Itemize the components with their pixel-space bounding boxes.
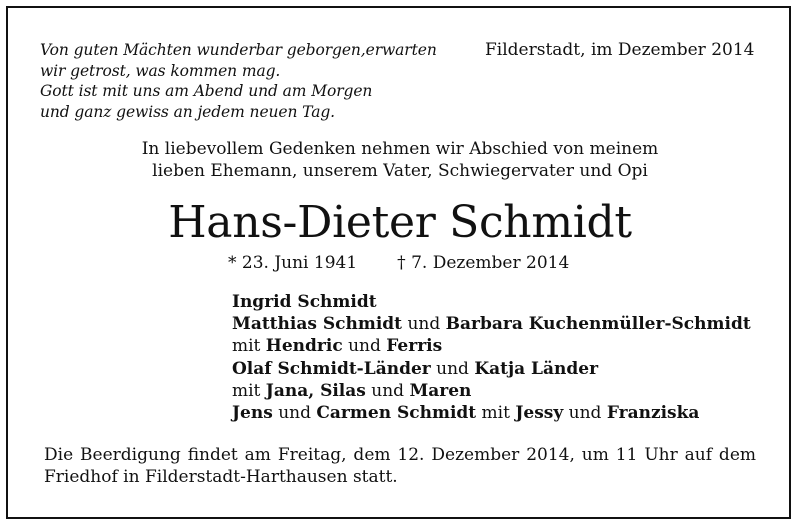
connector-text: und: [342, 336, 387, 357]
connector-text: und: [365, 380, 410, 401]
mourner-name: Matthias Schmidt: [232, 314, 403, 335]
mourner-name: Jana, Silas: [265, 380, 366, 401]
mourner-line: [232, 402, 751, 424]
connector-text: mit: [232, 336, 266, 357]
intro-text: [0, 138, 800, 182]
mourner-line: [232, 313, 751, 335]
quote-line: Gott ist mit uns am Abend und am Morgen: [40, 82, 373, 100]
connector-text: und: [563, 403, 607, 424]
connector-text: und: [430, 358, 475, 379]
mourner-name: Olaf Schmidt-Länder: [232, 358, 431, 379]
death-date: † 7. Dezember 2014: [397, 253, 570, 273]
connector-text: und: [272, 403, 317, 424]
connector-text: und: [402, 314, 446, 335]
intro-line: In liebevollem Gedenken nehmen wir Abschied von meinem: [141, 139, 659, 159]
mourner-line: [232, 291, 751, 313]
mourner-name: Ingrid Schmidt: [232, 292, 377, 312]
funeral-notice: [44, 444, 756, 488]
funeral-line: Friedhof in Filderstadt-Harthausen statt.: [44, 467, 398, 487]
mourner-name: Barbara Kuchenmüller-Schmidt: [445, 314, 751, 335]
life-dates: [228, 253, 569, 273]
quote-line: und ganz gewiss an jedem neuen Tag.: [40, 102, 336, 121]
mourner-name: Carmen Schmidt: [316, 403, 477, 424]
intro-line: lieben Ehemann, unserem Vater, Schwiegervater und Opi: [152, 161, 648, 181]
funeral-line: Die Beerdigung findet am Freitag, dem 12. Dezember 2014, um 11 Uhr auf dem: [44, 445, 756, 465]
bible-quote: [40, 40, 437, 122]
mourner-name: Jessy: [515, 403, 564, 424]
birth-date: * 23. Juni 1941: [228, 253, 358, 273]
deceased-name: Hans-Dieter Schmidt: [168, 197, 632, 248]
mourner-name: Franziska: [606, 403, 700, 424]
mourner-name: Maren: [409, 380, 472, 401]
mourner-name: Jens: [232, 403, 273, 424]
connector-text: mit: [232, 380, 266, 401]
mourner-line: [232, 358, 751, 380]
quote-line: wir getrost, was kommen mag.: [40, 61, 281, 80]
mourner-line: [232, 380, 751, 402]
connector-text: mit: [476, 403, 516, 424]
place-and-date: Filderstadt, im Dezember 2014: [485, 40, 755, 60]
mourners-list: [232, 291, 751, 424]
mourner-name: Ferris: [386, 336, 443, 357]
mourner-name: Katja Länder: [474, 358, 599, 379]
mourner-name: Hendric: [265, 336, 343, 357]
mourner-line: [232, 335, 751, 357]
quote-line: Von guten Mächten wunderbar geborgen,erwarten: [40, 41, 437, 59]
